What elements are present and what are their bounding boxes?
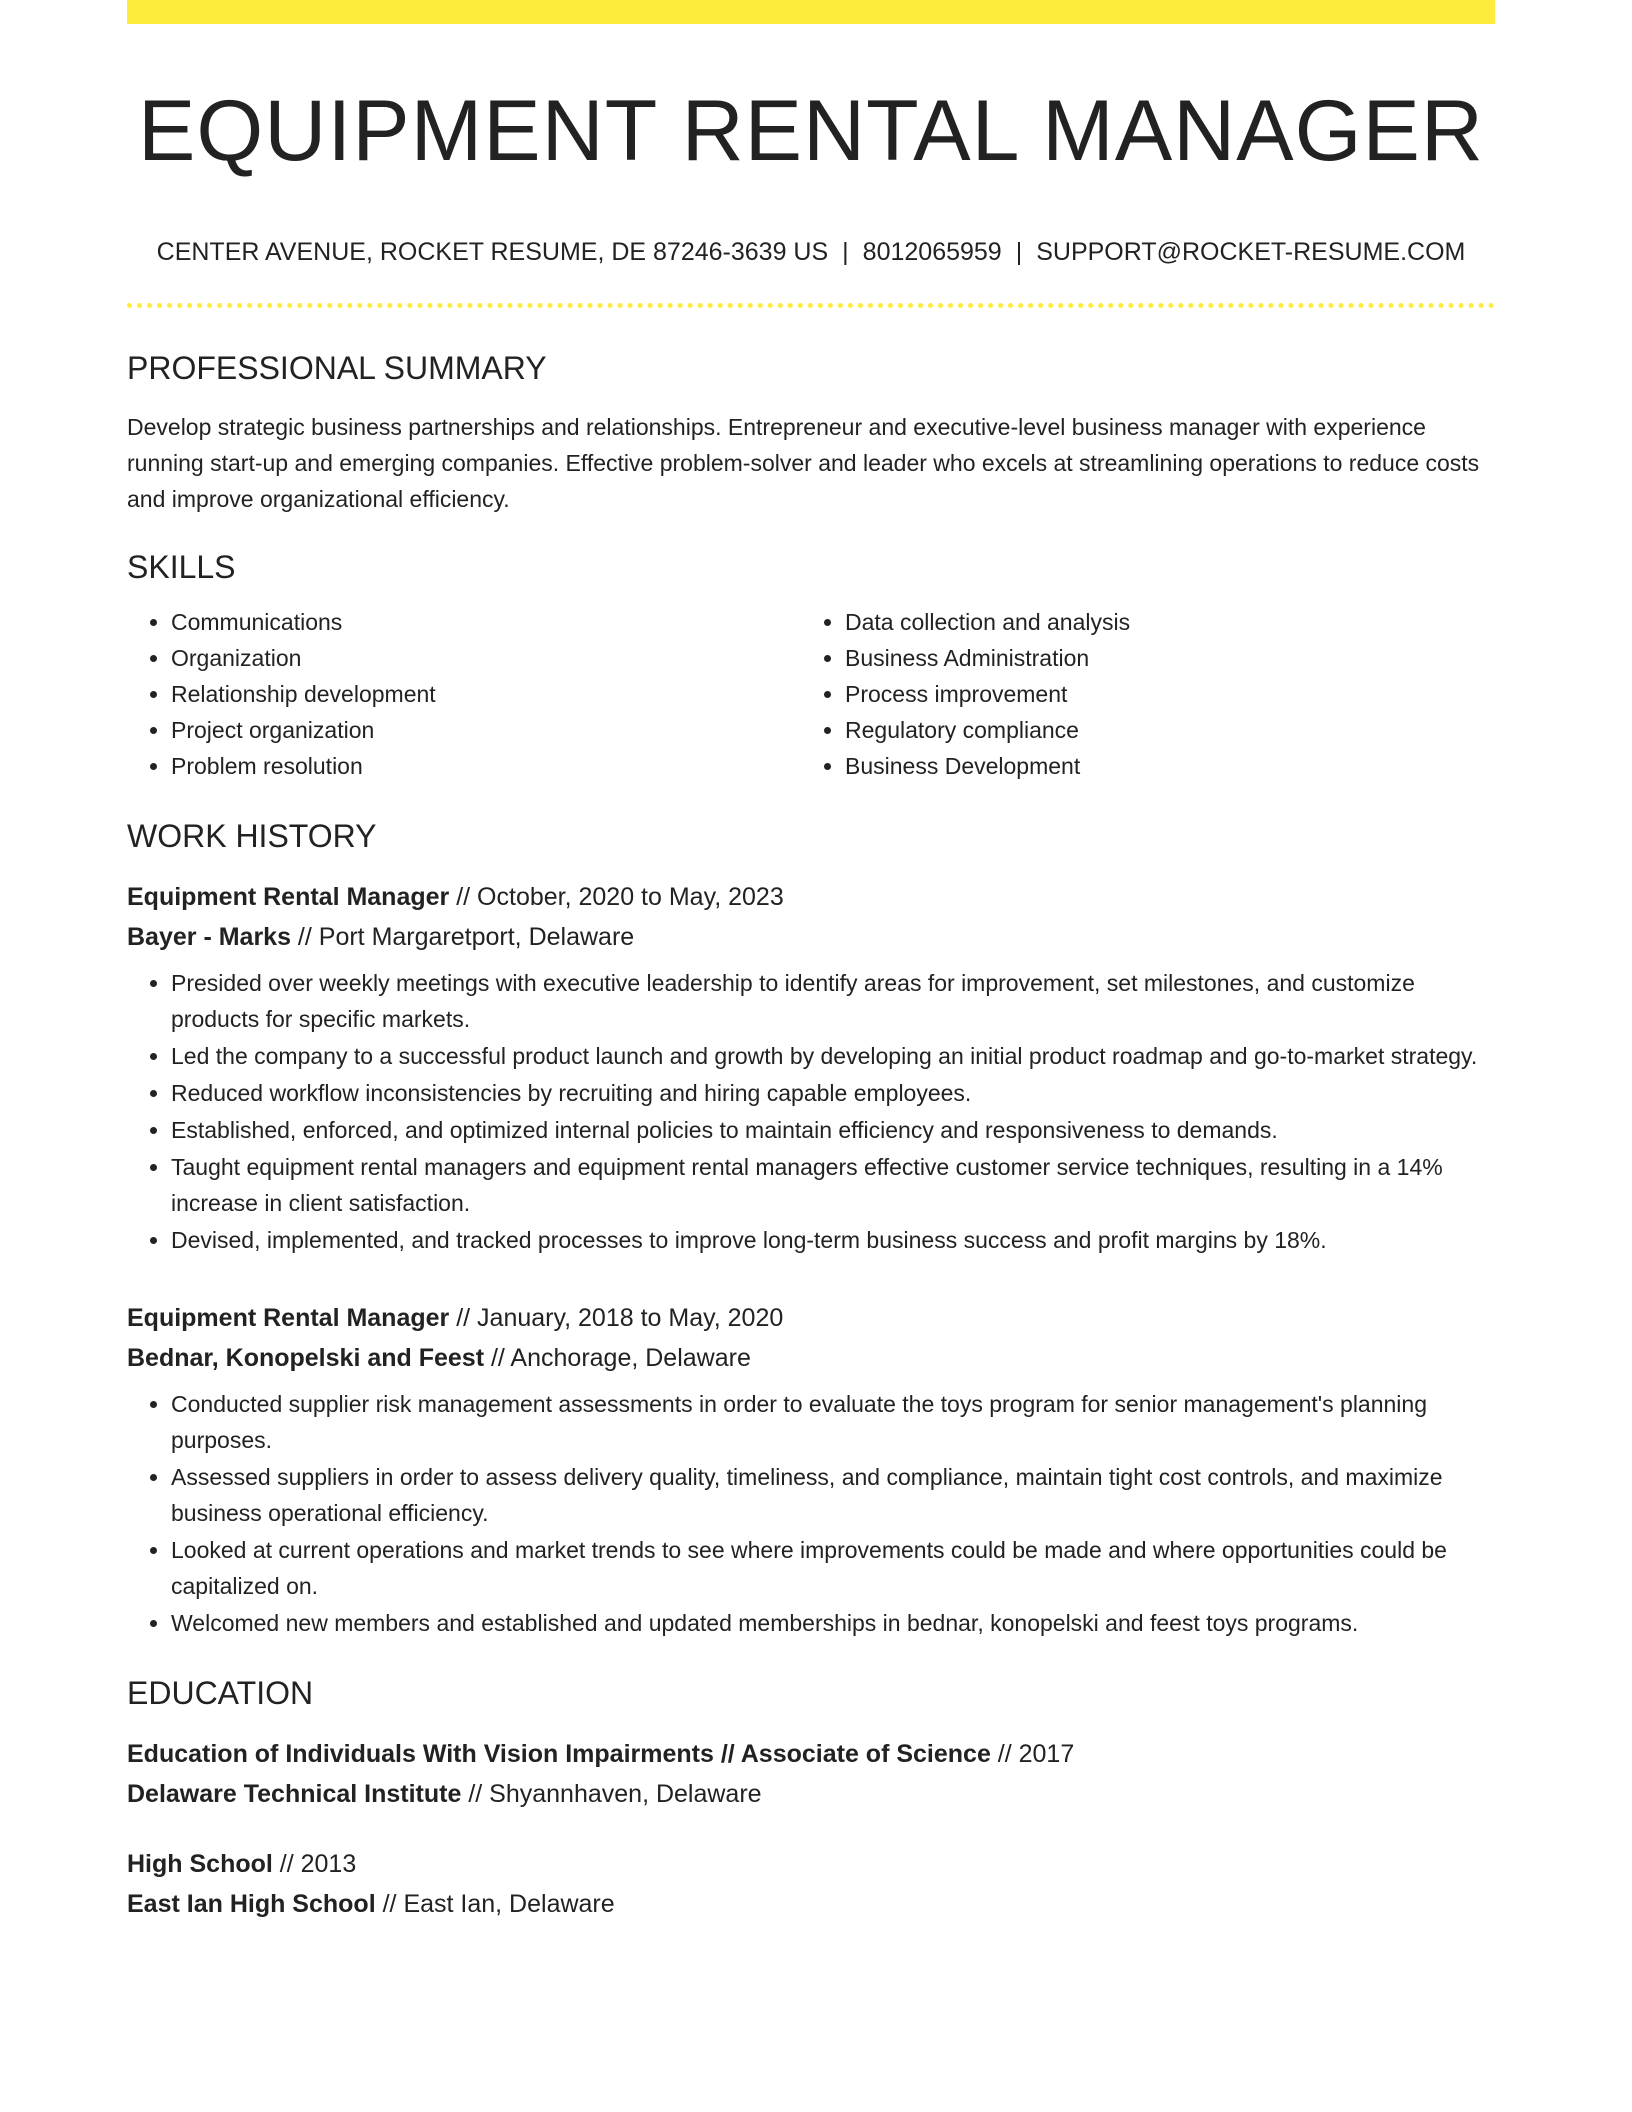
contact-line	[127, 237, 1495, 267]
education-school-line	[127, 1884, 1495, 1924]
skill-item: • Relationship development	[171, 676, 801, 712]
job-entry	[127, 877, 1495, 1258]
education-entry	[127, 1734, 1495, 1814]
education-year: // 2013	[272, 1849, 357, 1878]
skill-item: • Business Development	[845, 748, 1475, 784]
job-role-line	[127, 1298, 1495, 1338]
education-heading: EDUCATION	[127, 1674, 314, 1711]
summary-text: Develop strategic business partnerships and relationships. Entrepreneur and executive-level business manager with experience running start-up and emerging companies. Effective problem-solver and leader who excels at streamlining operations to reduce costs and improve organizational efficiency.	[127, 413, 1480, 512]
contact-separator: |	[842, 237, 849, 266]
skill-item: • Problem resolution	[171, 748, 801, 784]
accent-bar	[127, 0, 1495, 24]
education-year: // 2017	[990, 1739, 1075, 1768]
resume-name: EQUIPMENT RENTAL MANAGER	[137, 83, 1485, 179]
summary-heading: PROFESSIONAL SUMMARY	[127, 349, 547, 386]
job-bullet: • Looked at current operations and market trends to see where improvements could be made and where opportunities could be capitalized on.	[171, 1532, 1495, 1604]
skill-item: • Project organization	[171, 712, 801, 748]
skill-item: • Regulatory compliance	[845, 712, 1475, 748]
job-company-line	[127, 917, 1495, 957]
job-bullet: • Assessed suppliers in order to assess delivery quality, timeliness, and compliance, maintain tight cost controls, and maximize business operational efficiency.	[171, 1459, 1495, 1531]
contact-separator: |	[1015, 237, 1023, 266]
job-bullet: • Devised, implemented, and tracked processes to improve long-term business success and profit margins by 18%.	[171, 1222, 1495, 1258]
job-location: // Anchorage, Delaware	[484, 1343, 751, 1372]
education-degree: Education of Individuals With Vision Impairments // Associate of Science	[127, 1739, 991, 1768]
education-location: // Shyannhaven, Delaware	[461, 1779, 762, 1808]
skills-list	[127, 604, 1495, 784]
skill-item: • Communications	[171, 604, 801, 640]
education-entry	[127, 1844, 1495, 1924]
skills-column-left	[127, 604, 801, 784]
work-history-heading: WORK HISTORY	[127, 817, 377, 854]
education-degree: High School	[127, 1849, 273, 1878]
job-bullet: • Reduced workflow inconsistencies by recruiting and hiring capable employees.	[171, 1075, 1495, 1111]
job-bullet: • Taught equipment rental managers and equipment rental managers effective customer service techniques, resulting in a 14% increase in client satisfaction.	[171, 1149, 1495, 1221]
skill-item: • Business Administration	[845, 640, 1475, 676]
education-location: // East Ian, Delaware	[375, 1889, 615, 1918]
job-bullet: • Presided over weekly meetings with executive leadership to identify areas for improvement, set milestones, and customize products for specific markets.	[171, 965, 1495, 1037]
job-dates: // October, 2020 to May, 2023	[449, 882, 784, 911]
skills-heading: SKILLS	[127, 548, 236, 585]
skill-item: • Organization	[171, 640, 801, 676]
job-bullets	[127, 1386, 1495, 1641]
job-location: // Port Margaretport, Delaware	[290, 922, 635, 951]
education-degree-line	[127, 1844, 1495, 1884]
skill-item: • Process improvement	[845, 676, 1475, 712]
education-school: Delaware Technical Institute	[127, 1779, 462, 1808]
dotted-divider	[127, 303, 1495, 308]
job-role-line	[127, 877, 1495, 917]
job-bullet: • Welcomed new members and established and updated memberships in bednar, konopelski and feest toys programs.	[171, 1605, 1495, 1641]
job-role: Equipment Rental Manager	[127, 1303, 450, 1332]
job-bullet: • Led the company to a successful product launch and growth by developing an initial product roadmap and go-to-market strategy.	[171, 1038, 1495, 1074]
job-company-line	[127, 1338, 1495, 1378]
job-company: Bayer - Marks	[127, 922, 291, 951]
job-role: Equipment Rental Manager	[127, 882, 450, 911]
education-school: East Ian High School	[127, 1889, 376, 1918]
education-degree-line	[127, 1734, 1495, 1774]
job-bullets	[127, 965, 1495, 1258]
job-dates: // January, 2018 to May, 2020	[449, 1303, 784, 1332]
contact-phone: 8012065959	[862, 237, 1002, 266]
resume-page	[127, 0, 1495, 1924]
job-company: Bednar, Konopelski and Feest	[127, 1343, 485, 1372]
skills-column-right	[801, 604, 1475, 784]
skill-item: • Data collection and analysis	[845, 604, 1475, 640]
contact-email: SUPPORT@ROCKET-RESUME.COM	[1036, 237, 1466, 266]
job-entry	[127, 1298, 1495, 1641]
contact-address: CENTER AVENUE, ROCKET RESUME, DE 87246-3639 US	[156, 237, 829, 266]
job-bullet: • Established, enforced, and optimized internal policies to maintain efficiency and responsiveness to demands.	[171, 1112, 1495, 1148]
education-school-line	[127, 1774, 1495, 1814]
job-bullet: • Conducted supplier risk management assessments in order to evaluate the toys program for senior management's planning purposes.	[171, 1386, 1495, 1458]
